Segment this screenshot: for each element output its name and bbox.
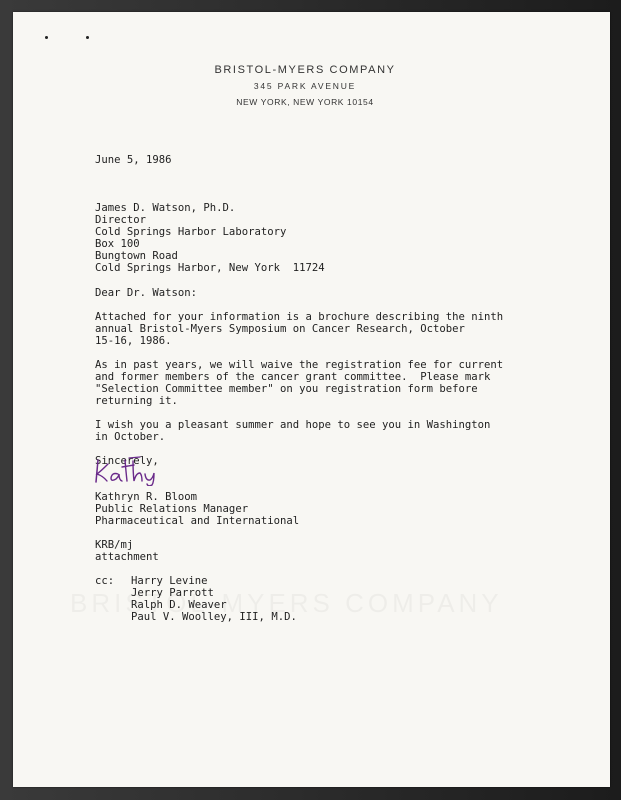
sender-title: Public Relations Manager — [95, 503, 249, 515]
sender-division: Pharmaceutical and International — [95, 515, 300, 527]
paragraph-line: I wish you a pleasant summer and hope to see you in Washington — [95, 419, 491, 431]
paragraph-line: 15-16, 1986. — [95, 335, 172, 347]
paragraph-line: "Selection Committee member" on you registration form before — [95, 383, 478, 395]
paragraph-line: annual Bristol-Myers Symposium on Cancer Research, October — [95, 323, 465, 335]
reference-initials: KRB/mj — [95, 539, 134, 551]
cc-name: Jerry Parrott — [131, 587, 214, 599]
handwritten-signature — [92, 454, 172, 486]
paragraph-line: As in past years, we will waive the registration fee for current — [95, 359, 504, 371]
cc-name: Harry Levine — [131, 575, 208, 587]
recipient-organization: Cold Springs Harbor Laboratory — [95, 226, 287, 238]
paragraph-line: in October. — [95, 431, 166, 443]
letterhead-street: 345 PARK AVENUE — [253, 81, 357, 91]
punch-mark — [45, 36, 48, 39]
closing: Sincerely, — [95, 455, 159, 467]
letterhead-company: BRISTOL-MYERS COMPANY — [214, 64, 396, 76]
sender-name: Kathryn R. Bloom — [95, 491, 198, 503]
cc-name: Paul V. Woolley, III, M.D. — [131, 611, 297, 623]
recipient-name: James D. Watson, Ph.D. — [95, 202, 236, 214]
punch-mark — [86, 36, 89, 39]
recipient-title: Director — [95, 214, 147, 226]
enclosure-note: attachment — [95, 551, 159, 563]
letter-date: June 5, 1986 — [95, 154, 172, 166]
paragraph-line: returning it. — [95, 395, 178, 407]
cc-label: cc: — [95, 575, 115, 587]
letterhead-city: NEW YORK, NEW YORK 10154 — [236, 97, 374, 107]
cc-name: Ralph D. Weaver — [131, 599, 227, 611]
recipient-box: Box 100 — [95, 238, 140, 250]
paragraph-line: Attached for your information is a brochure describing the ninth — [95, 311, 504, 323]
paragraph-line: and former members of the cancer grant committee. Please mark — [95, 371, 491, 383]
recipient-road: Bungtown Road — [95, 250, 178, 262]
salutation: Dear Dr. Watson: — [95, 287, 198, 299]
recipient-city: Cold Springs Harbor, New York 11724 — [95, 262, 325, 274]
